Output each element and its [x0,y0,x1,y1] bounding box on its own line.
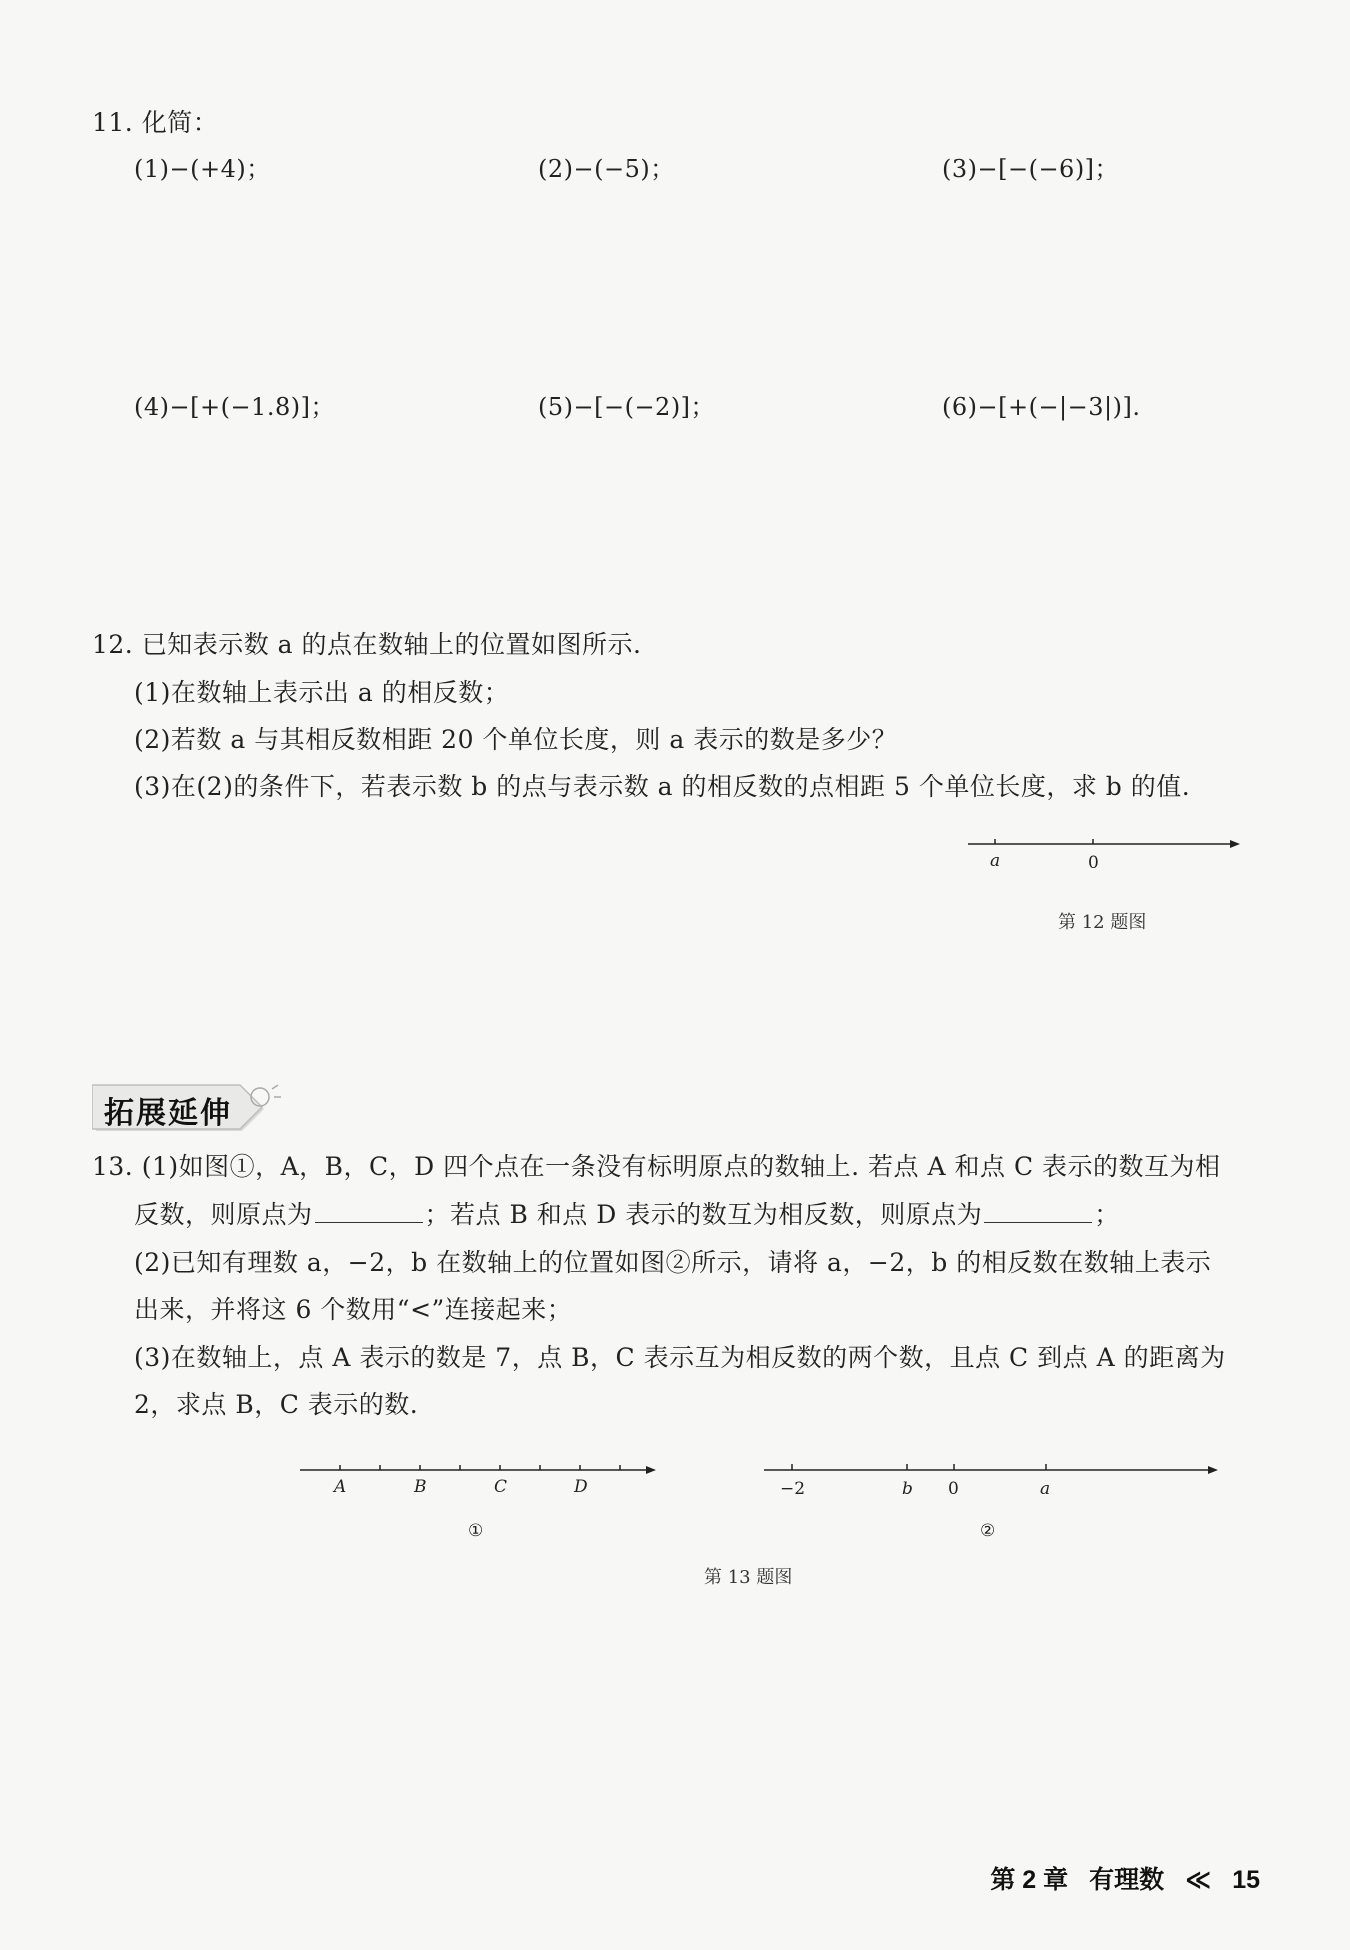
page-footer [976,1860,1260,1896]
q13-figure-2-number-line [762,1458,1232,1548]
fig1-label-A: A [334,1477,347,1497]
fig1-label-C: C [494,1477,508,1497]
q12-axis-label-0: 0 [1088,853,1099,873]
q13-line-2 [134,1198,1120,1232]
q12-part-1: (1)在数轴上表示出 a 的相反数； [134,678,510,707]
footer-chapter-name: 有理数 [1089,1866,1165,1894]
q13-line-1: 13. (1)如图①，A，B，C，D 四个点在一条没有标明原点的数轴上. 若点 A 和点 C 表示的数互为相 [92,1152,1221,1181]
footer-chapter: 第 2 章 [990,1866,1069,1894]
q12-part-3: (3)在(2)的条件下，若表示数 b 的点与表示数 a 的相反数的点相距 5 个单位长度，求 b 的值. [134,772,1191,801]
fig2-label-0: 0 [948,1479,959,1499]
q13-line-3: (2)已知有理数 a，−2，b 在数轴上的位置如图②所示，请将 a，−2，b 的相反数在数轴上表示 [134,1248,1212,1277]
q12-axis-label-a: a [990,851,1001,871]
q11-item-1: (1)−(+4)； [134,155,271,183]
fig1-mark: ① [468,1521,484,1541]
q13-line-6: 2，求点 B，C 表示的数. [134,1390,419,1419]
q11-item-4: (4)−[+(−1.8)]； [134,393,335,421]
q11-item-3: (3)−[−(−6)]； [942,155,1120,183]
q11-item-6: (6)−[+(−|−3|)]. [942,393,1141,421]
answer-blank-1[interactable] [315,1200,423,1223]
section-title: 拓展延伸 [104,1096,232,1131]
q11-item-2: (2)−(−5)； [538,155,675,183]
lightbulb-icon [251,1088,269,1106]
q13-line-2c: ； [1094,1200,1120,1229]
q13-line-5: (3)在数轴上，点 A 表示的数是 7，点 B，C 表示互为相反数的两个数，且点 C 到点 A 的距离为 [134,1343,1226,1372]
double-chevron-icon: ≪ [1185,1866,1212,1894]
q13-line-2b: ；若点 B 和点 D 表示的数互为相反数，则原点为 [424,1200,983,1229]
q12-part-2: (2)若数 a 与其相反数相距 20 个单位长度，则 a 表示的数是多少？ [134,725,898,754]
q13-figure-1-number-line [298,1458,668,1548]
q11-item-5: (5)−[−(−2)]； [538,393,716,421]
q13-line-2a: 反数，则原点为 [134,1200,313,1229]
fig2-label-a: a [1040,1479,1051,1499]
answer-blank-2[interactable] [984,1200,1092,1223]
q11-title: 11. 化简： [92,108,219,137]
page-number: 15 [1232,1866,1260,1894]
q13-line-4: 出来，并将这 6 个数用“<”连接起来； [134,1295,573,1324]
fig2-label-b: b [902,1479,913,1499]
q12-figure-caption: 第 12 题图 [1058,912,1147,933]
fig1-label-D: D [574,1477,588,1497]
q12-number-line [960,832,1250,882]
q12-stem: 12. 已知表示数 a 的点在数轴上的位置如图所示. [92,630,642,659]
q13-figure-caption: 第 13 题图 [704,1567,793,1588]
fig1-label-B: B [414,1477,427,1497]
fig2-mark: ② [980,1521,996,1541]
fig2-label-neg2: −2 [780,1479,806,1499]
